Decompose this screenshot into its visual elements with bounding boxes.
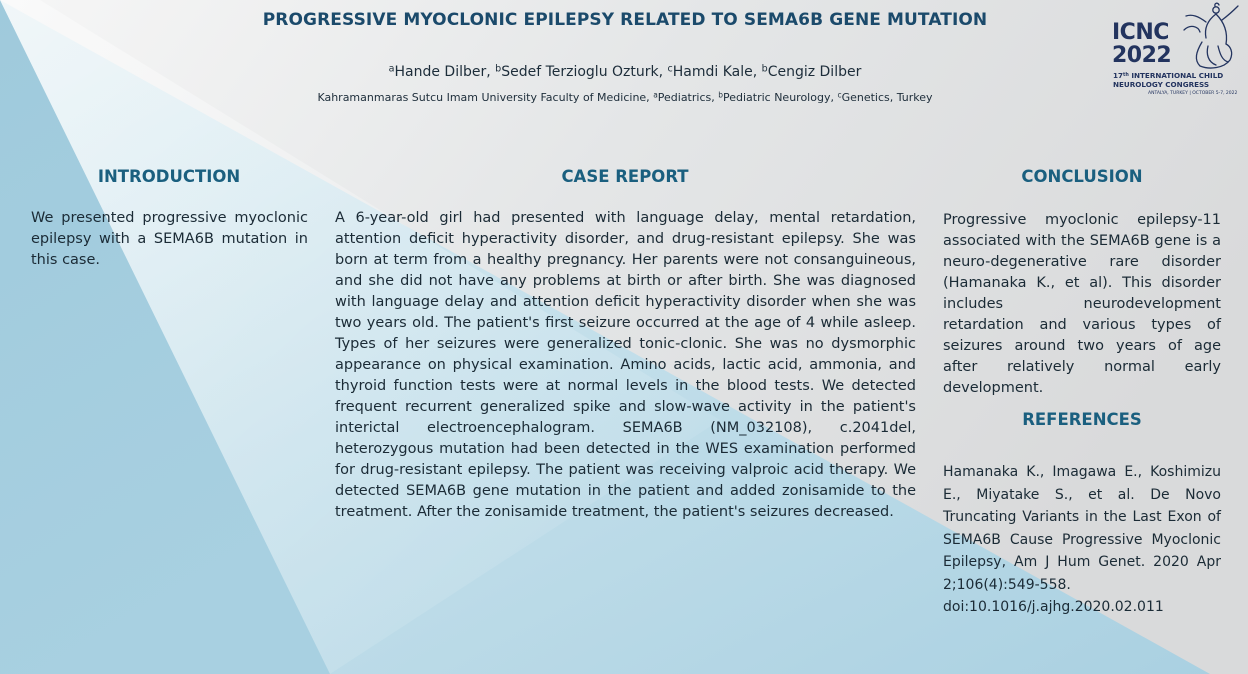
introduction-body: We presented progressive myoclonic epilepsy with a SEMA6B mutation in this case. [31,210,308,268]
author-list [0,64,1248,80]
case-report-body: A 6-year-old girl had presented with language delay, mental retardation, attention deficit hyperactivity disorder, and drug-resistant epilepsy. She was born at term from a healthy pregnancy. Her parents were not consanguineous, and she did not have any problems at birth or after birth. She was diagnosed with language delay and attention deficit hyperactivity disorder when she was two years old. The patient's first seizure occurred at the age of 4 while asleep. Types of her seizures were generalized tonic-clonic. She was no dysmorphic appearance on physical examination. Amino acids, lactic acid, ammonia, and thyroid function tests were at normal levels in the blood tests. We detected frequent recurrent generalized spike and slow-wave activity in the patient's interictal electroencephalogram. SEMA6B (NM_032108), c.2041del, heterozygous mutation had been detected in the WES examination performed for drug-resistant epilepsy. The patient was receiving valproic acid therapy. We detected SEMA6B gene mutation in the patient and added zonisamide to the treatment. After the zonisamide treatment, the patient's seizures decreased. [335,210,916,520]
reference-citation: Hamanaka K., Imagawa E., Koshimizu E., Miyatake S., et al. De Novo Truncating Variants in the Last Exon of SEMA6B Cause Progressive Myoclonic Epilepsy, Am J Hum Genet. 2020 Apr 2;106(4):549-558. [943,464,1221,593]
conclusion-body: Progressive myoclonic epilepsy-11 associated with the SEMA6B gene is a neuro-degenerative rare disorder (Hamanaka K., et al). This disorder includes neurodevelopment retardation and various types of seizures around two years of age after relatively normal early development. [943,212,1221,396]
case-report-heading: CASE REPORT [561,167,689,186]
affiliation-prefix: Kahramanmaras Sutcu Imam University Faculty of Medicine, [317,91,654,104]
reference-doi: doi:10.1016/j.ajhg.2020.02.011 [943,599,1164,615]
whirling-dervish-icon [1178,2,1240,70]
affiliation-dept-a: $^a$Pediatrics, [653,90,719,104]
conclusion-heading: CONCLUSION [1021,167,1143,186]
affiliation-dept-b: $^b$Pediatric Neurology, [718,90,838,104]
logo-line-2: 2022 [1112,43,1172,68]
logo-line-1: ICNC [1112,20,1169,45]
references-body [943,461,1221,619]
author-3: $^c$Hamdi Kale, [667,63,762,80]
logo-location-date: ANTALYA, TURKEY | OCTOBER 5-7, 2022 [1148,91,1238,96]
poster-title: PROGRESSIVE MYOCLONIC EPILEPSY RELATED TO SEMA6B GENE MUTATION [262,10,988,30]
introduction-heading: INTRODUCTION [97,167,241,186]
logo-subtitle-1: 17th INTERNATIONAL CHILD [1113,71,1224,80]
congress-logo [1108,2,1240,102]
references-heading: REFERENCES [1022,410,1142,429]
author-2: $^b$Sedef Terzioglu Ozturk, [495,63,668,80]
author-1: $^a$Hande Dilber, [388,63,496,80]
affiliation [0,91,1248,104]
logo-subtitle-2: NEUROLOGY CONGRESS [1113,80,1210,89]
affiliation-dept-c: $^c$Genetics, Turkey [837,90,933,104]
author-4: $^b$Cengiz Dilber [761,63,862,80]
